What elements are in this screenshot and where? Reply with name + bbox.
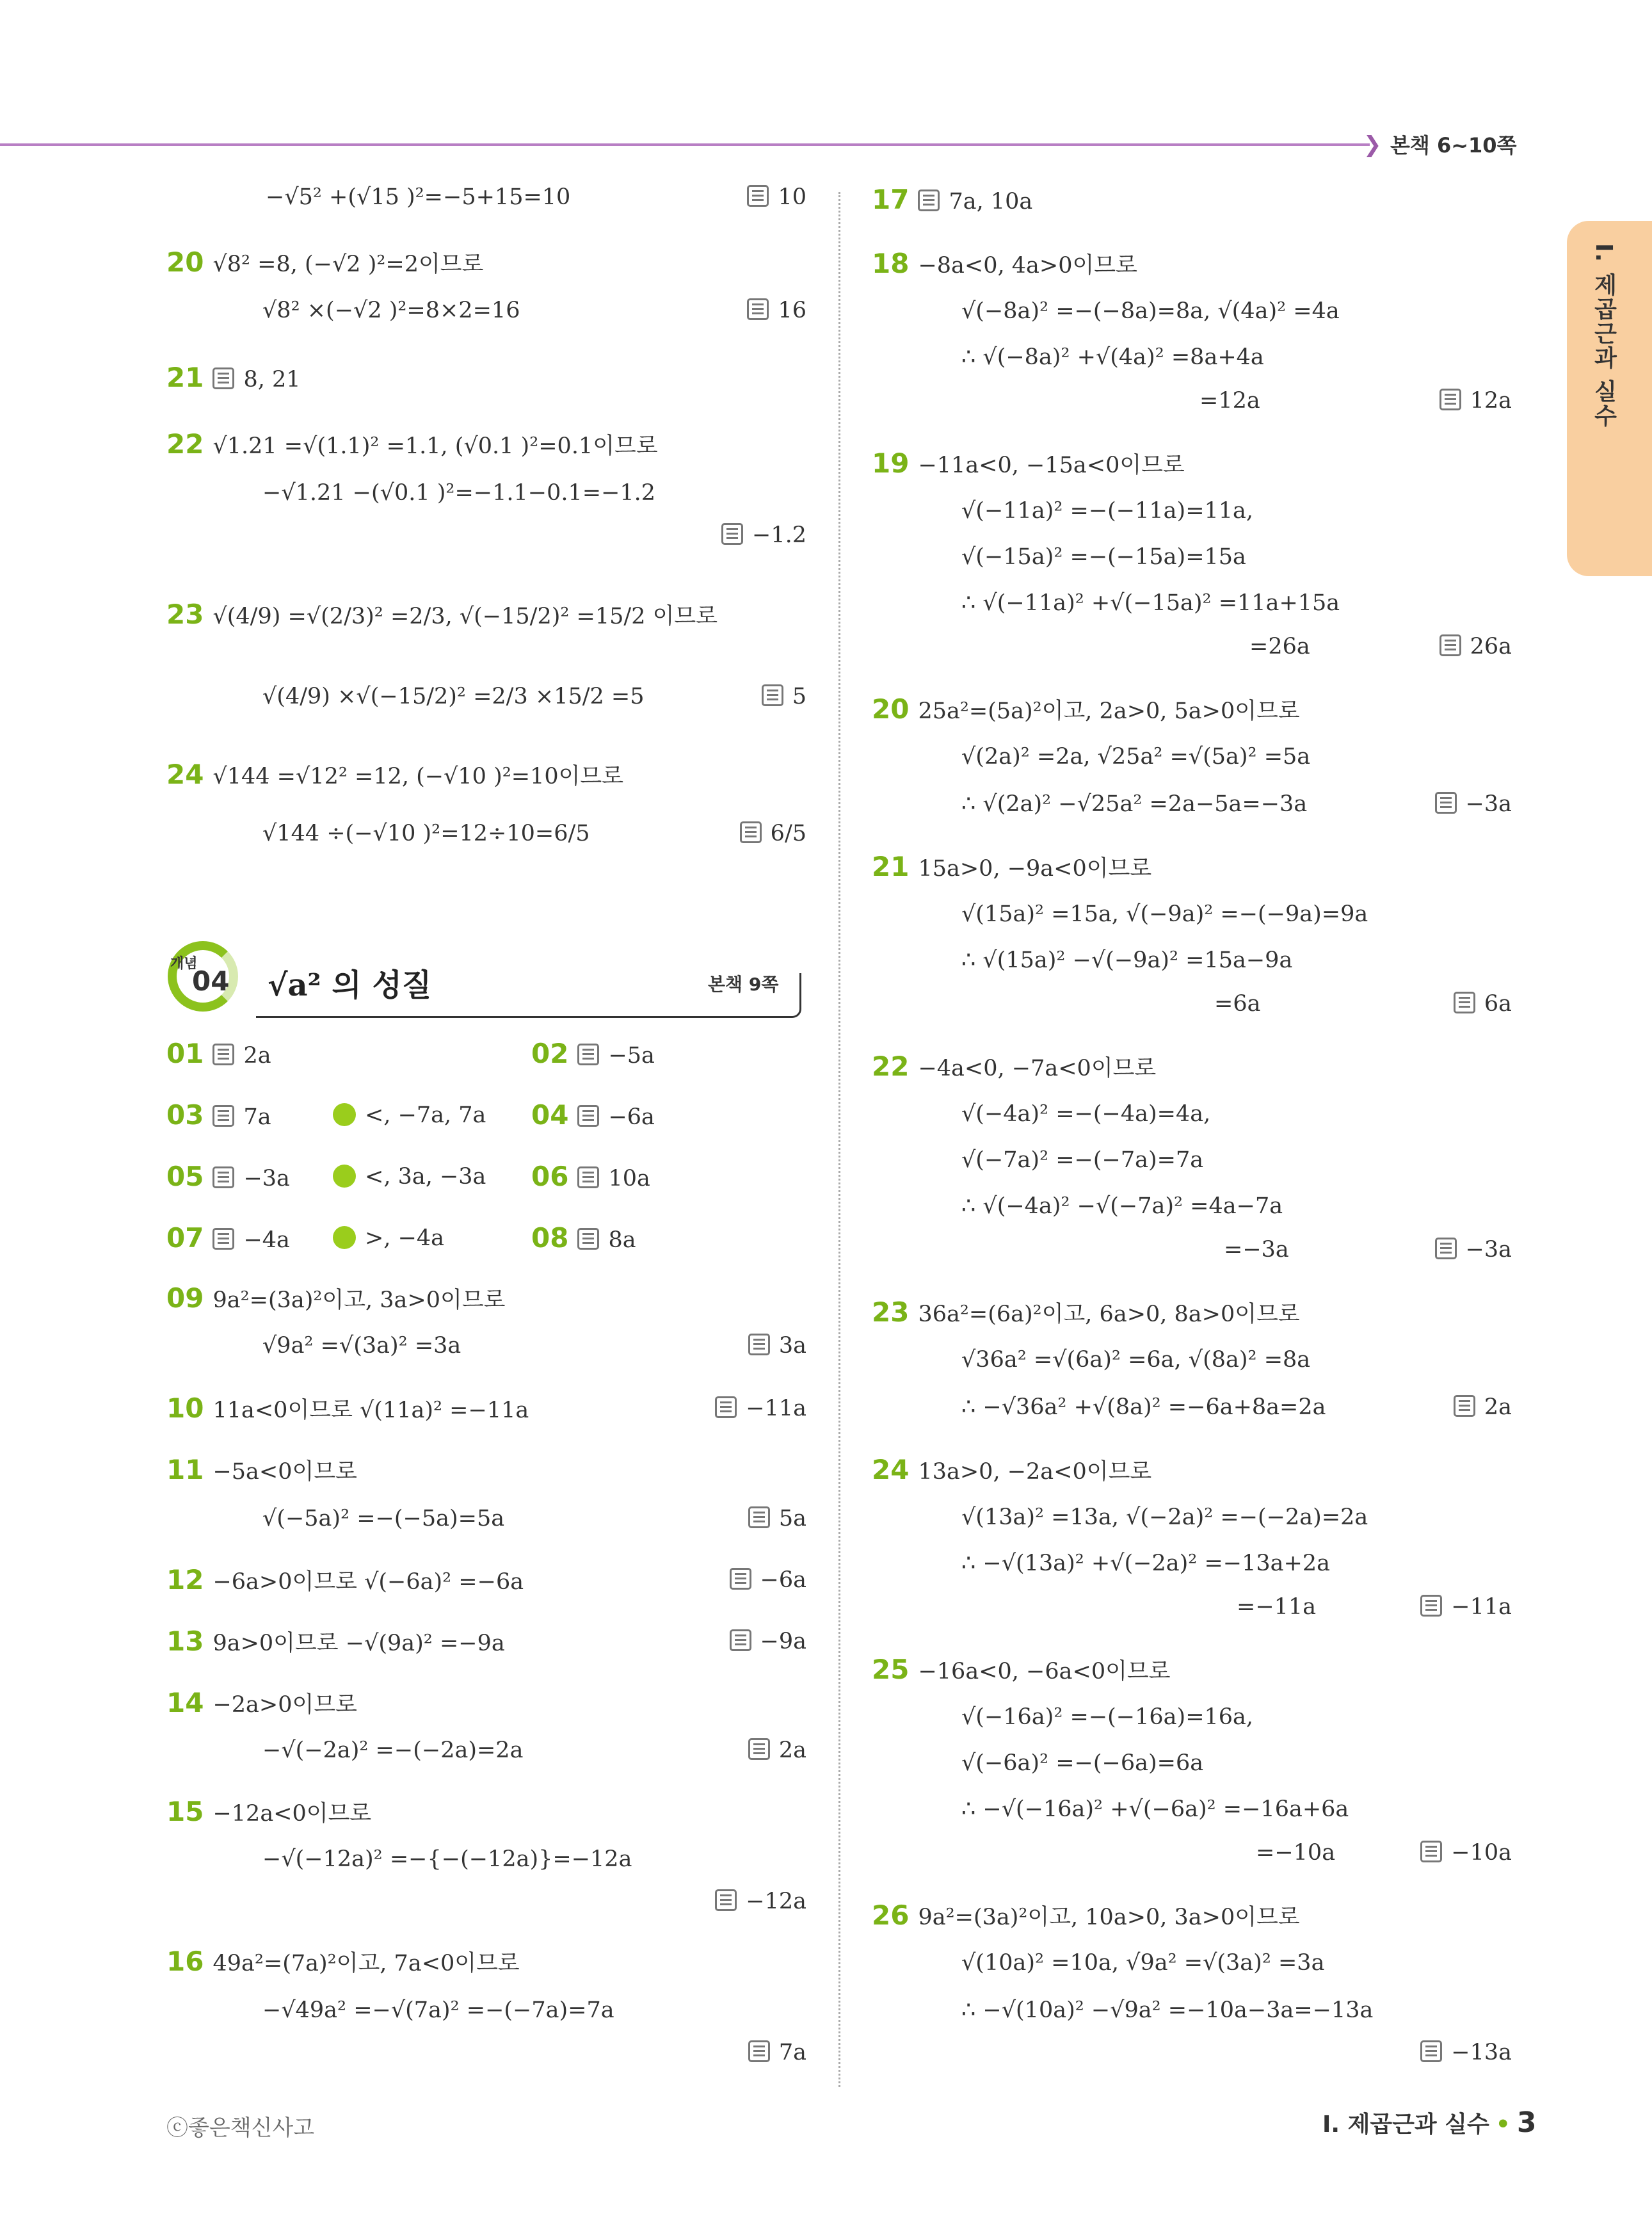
solution-text: 9a>0이므로 −√(9a)² =−9a [213,1631,505,1656]
bullet-icon: • [1495,2111,1511,2138]
problem-number: 26 [872,1900,910,1931]
solution-text: −8a<0, 4a>0이므로 [918,253,1137,278]
answer-value: −5a [608,1043,655,1069]
solution-text: √(10a)² =10a, √9a² =√(3a)² =3a [961,1950,1325,1976]
problem-line [872,1656,1171,1686]
problem-line [961,543,1246,571]
answer-icon [213,1228,234,1250]
solution-text: √8² =8, (−√2 )²=2이므로 [213,252,484,277]
problem-line [961,790,1307,818]
answer-icon [1435,1238,1457,1259]
answer [1439,633,1512,661]
answer-value: −1.2 [752,522,806,548]
answer-icon [577,1044,599,1065]
column-divider [838,192,840,2087]
answer-icon [1420,2040,1442,2062]
solution-text: =−11a [1237,1594,1317,1620]
solution-text: −√(−2a)² =−(−2a)=2a [262,1738,524,1763]
solution-text: ∴ −√(13a)² +√(−2a)² =−13a+2a [961,1551,1330,1576]
solution-text: √144 ÷(−√10 )²=12÷10=6/5 [262,821,590,846]
answer-value: 6a [1484,991,1512,1017]
solution-text: √(−5a)² =−(−5a)=5a [262,1506,505,1531]
solution-text: ∴ −√36a² +√(8a)² =−6a+8a=2a [961,1394,1326,1420]
answer-value: −10a [1451,1840,1512,1866]
answer-value: 5a [778,1506,806,1531]
answer-icon [747,298,769,320]
solution-text: =−3a [1224,1237,1289,1263]
problem-number: 15 [166,1796,204,1827]
problem-line [961,1549,1330,1577]
answer-value: −3a [1465,1237,1512,1263]
solution-text: √36a² =√(6a)² =6a, √(8a)² =8a [961,1347,1311,1373]
answer [748,2038,806,2067]
solution-text: ∴ −√(−16a)² +√(−6a)² =−16a+6a [961,1796,1349,1822]
answer-value: 7a [243,1104,271,1130]
problem-line [961,1703,1253,1731]
solution-text: 36a²=(6a)²이고, 6a>0, 8a>0이므로 [918,1302,1300,1327]
problem-line [166,1948,520,1978]
problem-number: 13 [166,1626,204,1657]
answer [1420,1839,1512,1867]
answer-icon [213,1105,234,1127]
answer-icon [577,1166,599,1188]
answer-icon [213,1166,234,1188]
problem-number: 22 [166,428,204,460]
answer-icon [1420,1841,1442,1862]
answer-value: 5 [792,684,806,709]
answer-icon [577,1105,599,1127]
problem-line [166,248,483,278]
problem-line [262,1736,523,1764]
problem-line [872,1901,1300,1932]
page-number: 3 [1516,2106,1537,2139]
solution-text: 9a²=(3a)²이고, 10a>0, 3a>0이므로 [918,1905,1300,1930]
solution-text: −2a>0이므로 [213,1692,357,1718]
problem-number: 11 [166,1454,204,1485]
pencil-icon [333,1226,356,1249]
footer-chapter-title: I. 제곱근과 실수 [1322,2111,1489,2138]
answer-icon [213,1044,234,1065]
problem-line [262,479,655,507]
problem-line [531,1040,655,1070]
solution-text: −√(−12a)² =−{−(−12a)}=−12a [262,1846,632,1872]
solution-text: −√49a² =−√(7a)² =−(−7a)=7a [262,1997,614,2023]
arrow-icon: ❯ [1363,132,1382,157]
problem-number: 23 [166,599,204,630]
problem-line [333,1101,486,1129]
problem-line [333,1163,486,1191]
problem-line [166,1798,371,1828]
solution-text: √9a² =√(3a)² =3a [262,1333,461,1359]
answer-icon [1420,1595,1442,1617]
problem-line [166,430,658,460]
answer [748,1505,806,1533]
problem-number: 21 [872,851,910,882]
answer [748,1332,806,1360]
problem-line [1214,990,1260,1018]
answer-icon [748,1506,770,1528]
solution-text: =6a [1214,991,1261,1017]
problem-line [872,1456,1151,1486]
solution-text: 13a>0, −2a<0이므로 [918,1459,1152,1485]
solution-text: 9a²=(3a)²이고, 3a>0이므로 [213,1287,506,1313]
problem-number: 21 [166,362,204,393]
problem-line [961,1949,1324,1977]
problem-line [166,364,301,394]
solution-text: −12a<0이므로 [213,1801,372,1827]
solution-text: −5a<0이므로 [213,1459,357,1485]
problem-line [333,1224,444,1252]
problem-line [872,250,1137,280]
solution-text: √(2a)² =2a, √25a² =√(5a)² =5a [961,744,1311,770]
pencil-icon [333,1103,356,1126]
answer [748,1736,806,1764]
answer [730,1566,806,1594]
problem-line [166,1040,271,1070]
answer-icon [1454,992,1475,1013]
problem-line [961,1749,1203,1777]
problem-line [961,1795,1349,1823]
solution-text: −√1.21 −(√0.1 )²=−1.1−0.1=−1.2 [262,480,656,506]
solution-text: √(13a)² =13a, √(−2a)² =−(−2a)=2a [961,1505,1368,1530]
header-rule [0,143,1370,146]
problem-line [872,1053,1156,1083]
problem-line [166,1627,505,1658]
problem-line [262,1505,504,1533]
solution-text: =−10a [1256,1840,1336,1866]
answer [1435,1236,1512,1264]
solution-text: √(−16a)² =−(−16a)=16a, [961,1704,1254,1730]
problem-line [1199,387,1260,415]
problem-number: 24 [166,759,204,790]
answer-value: 7a, 10a [949,189,1033,214]
answer-icon [721,523,743,545]
problem-line [166,1394,529,1424]
problem-number: 05 [166,1161,204,1192]
problem-line [531,1163,650,1193]
solution-text: −6a>0이므로 √(−6a)² =−6a [213,1569,524,1595]
answer-value: 2a [1484,1394,1512,1420]
problem-number: 23 [872,1296,910,1328]
problem-line [872,1298,1300,1328]
section-badge-number: 04 [192,965,230,997]
answer [1435,790,1512,818]
problem-number: 20 [872,693,910,725]
answer [1439,387,1512,415]
solution-text: √144 =√12² =12, (−√10 )²=10이므로 [213,764,624,789]
solution-text: √(4/9) =√(2/3)² =2/3, √(−15/2)² =15/2 이므로 [213,604,718,629]
problem-number: 01 [166,1038,204,1069]
problem-line [872,186,1032,216]
problem-line [961,297,1340,325]
problem-line [262,1996,614,2024]
answer-value: −12a [746,1889,806,1914]
answer-value: −3a [243,1166,290,1191]
problem-number: 02 [531,1038,569,1069]
problem-line [961,497,1253,525]
answer-value: −4a [243,1227,290,1253]
answer-value: 8a [608,1227,636,1253]
answer [1454,990,1512,1018]
footer-chapter [1322,2106,1536,2139]
problem-number: 19 [872,448,910,479]
answer-icon [715,1396,737,1418]
problem-number: 17 [872,184,910,215]
solution-text: √(−7a)² =−(−7a)=7a [961,1147,1204,1173]
problem-line [872,449,1185,480]
solution-text: ∴ √(2a)² −√25a² =2a−5a=−3a [961,791,1308,817]
answer-icon [740,821,762,843]
problem-line [961,589,1340,617]
problem-line [262,1332,461,1360]
problem-number: 16 [166,1946,204,1977]
solution-text: =26a [1249,634,1310,659]
answer-icon [1454,1395,1475,1417]
solution-text: −4a<0, −7a<0이므로 [918,1056,1157,1081]
answer-icon [730,1568,751,1590]
answer-value: −3a [1465,791,1512,817]
problem-number: 14 [166,1687,204,1718]
problem-number: 03 [166,1099,204,1131]
problem-number: 25 [872,1654,910,1685]
problem-line [166,1163,290,1193]
solution-text: √(4/9) ×√(−15/2)² =2/3 ×15/2 =5 [262,684,645,709]
problem-number: 24 [872,1454,910,1485]
answer-icon [748,1738,770,1760]
problem-number: 22 [872,1051,910,1082]
problem-line [872,853,1151,883]
answer [740,819,806,848]
solution-text: 25a²=(5a)²이고, 2a>0, 5a>0이므로 [918,698,1300,724]
answer-value: 2a [243,1043,271,1069]
problem-line [166,1689,357,1719]
hint-text: <, 3a, −3a [365,1164,486,1190]
answer-icon [747,185,769,207]
solution-text: ∴ √(−8a)² +√(4a)² =8a+4a [961,344,1264,370]
answer-value: −11a [1451,1594,1512,1620]
answer [715,1887,806,1916]
problem-line [961,946,1292,974]
problem-line [961,1503,1368,1531]
section-badge-label: 개념 [170,956,198,972]
problem-line [166,601,718,631]
answer [747,183,806,211]
answer [1420,1593,1512,1621]
chapter-tab-label: I. 제곱근과 실수 [1591,243,1617,428]
problem-line [262,819,590,848]
problem-line [262,1845,632,1873]
solution-text: √(−15a)² =−(−15a)=15a [961,544,1246,570]
problem-line [961,1346,1310,1374]
solution-text: =12a [1199,388,1260,414]
answer-icon [748,2040,770,2062]
publisher: ⓒ좋은책신사고 [166,2115,315,2141]
answer-value: 10a [608,1166,650,1191]
problem-line [166,1456,357,1486]
answer-value: 2a [778,1738,806,1763]
answer-icon [748,1334,770,1355]
problem-line [262,682,645,711]
problem-line [166,1101,271,1131]
answer-icon [1439,389,1461,410]
problem-number: 10 [166,1392,204,1424]
problem-line [1256,1839,1335,1867]
pencil-icon [333,1165,356,1188]
solution-text: √(−11a)² =−(−11a)=11a, [961,498,1254,524]
answer-value: −6a [608,1104,655,1130]
solution-text: √(−6a)² =−(−6a)=6a [961,1750,1204,1776]
answer-value: 3a [778,1333,806,1359]
section-title: √a² 의 성질 [268,967,432,1003]
problem-number: 09 [166,1282,204,1314]
problem-line [166,1224,290,1254]
answer-value: 8, 21 [243,367,301,392]
answer-icon [577,1228,599,1250]
solution-text: √(−8a)² =−(−8a)=8a, √(4a)² =4a [961,298,1340,324]
answer-icon [715,1889,737,1911]
problem-line [872,695,1300,725]
answer-icon [730,1629,751,1651]
solution-text: 15a>0, −9a<0이므로 [918,856,1152,882]
solution-text: −16a<0, −6a<0이므로 [918,1659,1171,1684]
answer-icon [918,190,940,211]
solution-text: 11a<0이므로 √(11a)² =−11a [213,1398,529,1423]
answer-value: 6/5 [770,821,806,846]
answer-icon [1435,792,1457,814]
problem-number: 06 [531,1161,569,1192]
answer-icon [213,367,234,389]
answer-value: −6a [760,1567,806,1593]
answer [747,296,806,325]
answer-value: 16 [778,298,806,323]
problem-line [961,1192,1283,1220]
solution-text: ∴ √(15a)² −√(−9a)² =15a−9a [961,948,1293,973]
answer-value: −9a [760,1629,806,1654]
hint-text: >, −4a [365,1225,445,1251]
answer-icon [762,684,783,706]
page-reference: 본책 6~10쪽 [1390,133,1517,157]
problem-line [531,1224,636,1254]
solution-text: √(−4a)² =−(−4a)=4a, [961,1101,1211,1127]
answer [1454,1393,1512,1421]
problem-line [166,761,623,791]
problem-number: 20 [166,246,204,278]
problem-line [262,296,520,325]
problem-line [166,1284,505,1314]
problem-line [961,1146,1203,1174]
problem-line [961,1996,1373,2024]
problem-line [1224,1236,1289,1264]
solution-text: −√5² +(√15 )²=−5+15=10 [266,184,571,210]
problem-line [531,1101,655,1131]
answer-icon [1439,634,1461,656]
problem-number: 12 [166,1564,204,1595]
solution-text: ∴ −√(10a)² −√9a² =−10a−3a=−13a [961,1997,1374,2023]
solution-text: 49a²=(7a)²이고, 7a<0이므로 [213,1951,520,1976]
answer-value: 12a [1470,388,1512,414]
problem-line [1237,1593,1316,1621]
problem-line [166,1566,524,1596]
problem-line [961,1393,1326,1421]
problem-line [266,183,570,211]
answer [1420,2038,1512,2067]
answer-value: −11a [746,1396,806,1421]
problem-number: 18 [872,248,910,279]
answer [730,1627,806,1656]
section-reference: 본책 9쪽 [708,974,779,995]
problem-number: 07 [166,1222,204,1254]
solution-text: √1.21 =√(1.1)² =1.1, (√0.1 )²=0.1이므로 [213,433,658,459]
answer [715,1394,806,1423]
answer-value: 7a [778,2040,806,2065]
solution-text: ∴ √(−4a)² −√(−7a)² =4a−7a [961,1193,1283,1219]
answer [721,521,806,549]
problem-line [961,343,1264,371]
answer [762,682,806,711]
problem-line [961,1100,1210,1128]
solution-text: √8² ×(−√2 )²=8×2=16 [262,298,520,323]
problem-line [1249,633,1310,661]
solution-text: ∴ √(−11a)² +√(−15a)² =11a+15a [961,590,1340,616]
problem-number: 08 [531,1222,569,1254]
problem-number: 04 [531,1099,569,1131]
solution-text: √(15a)² =15a, √(−9a)² =−(−9a)=9a [961,901,1368,927]
problem-line [961,743,1310,771]
answer-value: 10 [778,184,806,210]
answer-value: 26a [1470,634,1512,659]
hint-text: <, −7a, 7a [365,1102,486,1128]
problem-line [961,900,1368,928]
answer-value: −13a [1451,2040,1512,2065]
solution-text: −11a<0, −15a<0이므로 [918,453,1185,478]
